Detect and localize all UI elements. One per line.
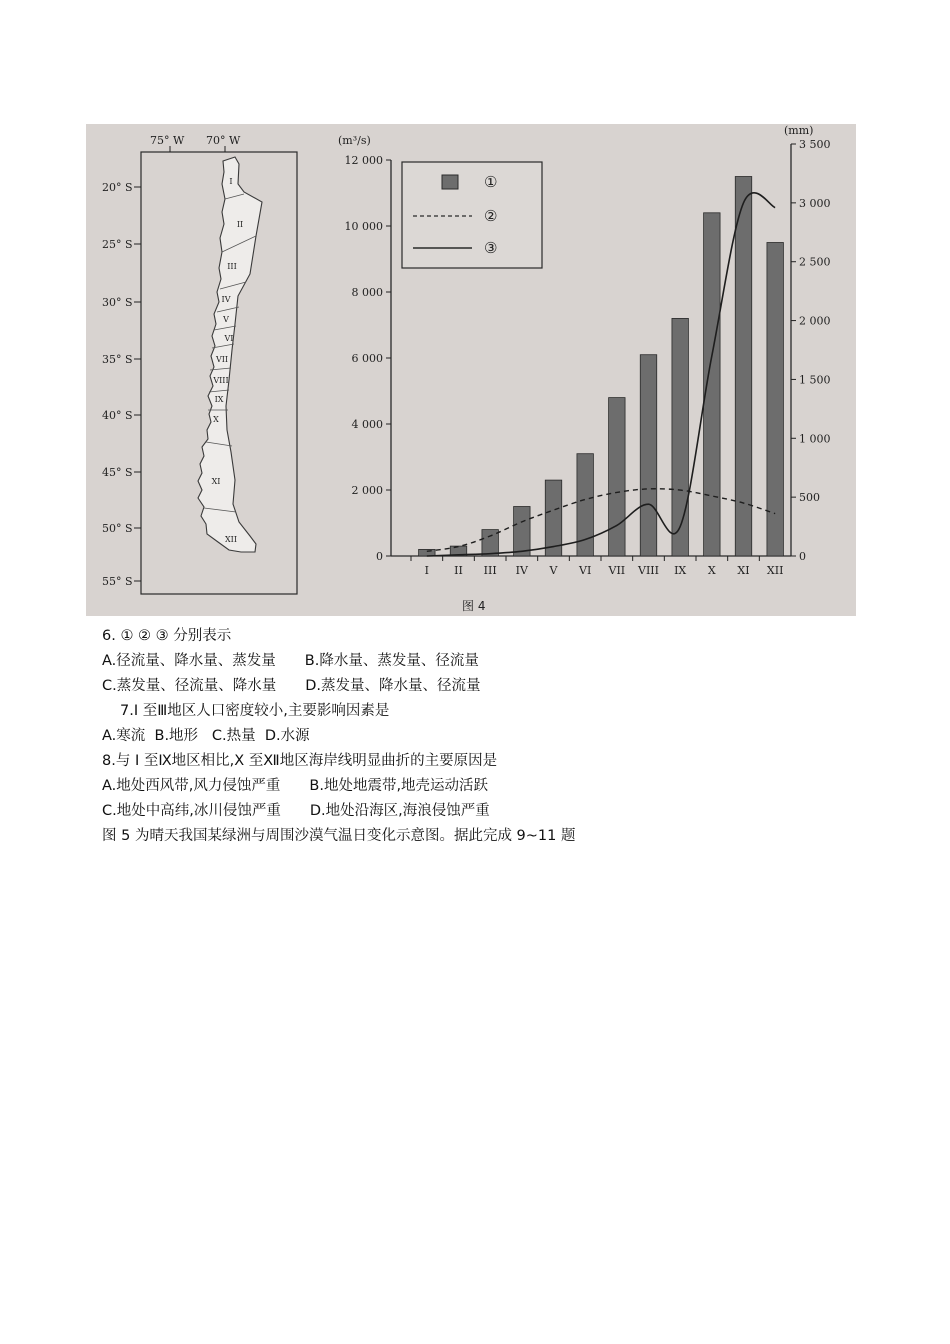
lat-label: 20° S [102, 181, 133, 194]
lon-label-75w: 75° W [150, 134, 185, 147]
x-tick-label: III [483, 564, 497, 577]
right-tick-label: 500 [799, 491, 820, 505]
right-tick-label: 1 500 [799, 373, 831, 387]
lat-label: 40° S [102, 409, 133, 422]
lat-label: 55° S [102, 575, 133, 588]
left-tick-label: 4 000 [351, 418, 383, 431]
bar-IV [514, 507, 530, 557]
q8-stem: 8.与 I 至Ⅸ地区相比,X 至Ⅻ地区海岸线明显曲折的主要原因是 [102, 753, 498, 769]
lon-label-70w: 70° W [206, 134, 241, 147]
figure-4-photo [86, 124, 856, 616]
region-label: X [213, 415, 219, 424]
x-tick-label: II [454, 564, 463, 577]
question-text [102, 624, 862, 849]
left-tick-label: 12 000 [344, 154, 383, 167]
q6-options-cd: C.蒸发量、径流量、降水量 D.蒸发量、降水量、径流量 [102, 678, 481, 694]
bar-VIII [640, 355, 656, 556]
q6-options-ab: A.径流量、降水量、蒸发量 B.降水量、蒸发量、径流量 [102, 653, 479, 669]
figure5-intro: 图 5 为晴天我国某绿洲与周围沙漠气温日变化示意图。据此完成 9~11 题 [102, 828, 576, 844]
left-tick-label: 10 000 [344, 220, 383, 233]
left-tick-label: 2 000 [351, 484, 383, 497]
left-tick-label: 6 000 [351, 352, 383, 365]
legend-label-2: ② [484, 207, 498, 225]
legend-label-1: ① [484, 173, 498, 191]
bar-VII [609, 398, 625, 556]
figure-caption: 图 4 [462, 599, 486, 613]
x-tick-label: IX [674, 564, 687, 577]
left-tick-label: 8 000 [351, 286, 383, 299]
region-label: VI [224, 334, 234, 343]
q8-options-cd: C.地处中高纬,冰川侵蚀严重 D.地处沿海区,海浪侵蚀严重 [102, 803, 490, 819]
right-tick-label: 1 000 [799, 432, 831, 446]
bar-V [545, 480, 561, 556]
region-label: XI [211, 477, 221, 486]
legend-label-3: ③ [484, 239, 498, 257]
x-tick-label: I [424, 564, 430, 577]
q6-stem: 6. ① ② ③ 分别表示 [102, 628, 232, 644]
region-label: VIII [213, 376, 229, 385]
lat-label: 25° S [102, 238, 133, 251]
right-tick-label: 2 500 [799, 255, 831, 269]
right-tick-label: 3 000 [799, 196, 831, 210]
q8-options-ab: A.地处西风带,风力侵蚀严重 B.地处地震带,地壳运动活跃 [102, 778, 489, 794]
region-label: V [223, 315, 229, 324]
right-tick-label: 0 [799, 550, 806, 563]
x-tick-label: VIII [638, 564, 659, 577]
right-tick-label: 3 500 [799, 138, 831, 151]
chart-legend [402, 162, 542, 268]
x-tick-label: X [707, 564, 716, 577]
lat-label: 50° S [102, 522, 133, 535]
lat-label: 35° S [102, 353, 133, 366]
region-label: IV [221, 295, 231, 304]
x-tick-label: XII [766, 564, 784, 577]
q7-stem: 7.I 至Ⅲ地区人口密度较小,主要影响因素是 [120, 703, 390, 719]
x-tick-label: XI [737, 564, 750, 577]
region-label: III [227, 262, 237, 271]
region-label: XII [224, 535, 238, 544]
legend-bar-swatch [442, 175, 458, 189]
bar-IX [672, 318, 688, 556]
bar-III [482, 530, 498, 556]
x-tick-label: VII [608, 564, 626, 577]
region-label: VII [215, 355, 229, 364]
x-tick-label: IV [515, 564, 528, 577]
region-label: I [229, 177, 233, 186]
x-tick-label: VI [579, 564, 592, 577]
lat-label: 30° S [102, 296, 133, 309]
left-tick-label: 0 [376, 550, 383, 563]
bar-XI [735, 177, 751, 557]
region-label: II [236, 220, 244, 229]
q7-options: A.寒流 B.地形 C.热量 D.水源 [102, 728, 310, 744]
legend-box [402, 162, 542, 268]
x-tick-label: V [549, 564, 558, 577]
lat-label: 45° S [102, 466, 133, 479]
region-label: IX [214, 395, 224, 404]
right-tick-label: 2 000 [799, 314, 831, 328]
right-axis-unit: (mm) [784, 124, 814, 137]
left-axis-unit: (m³/s) [338, 134, 371, 147]
bar-XII [767, 243, 783, 557]
